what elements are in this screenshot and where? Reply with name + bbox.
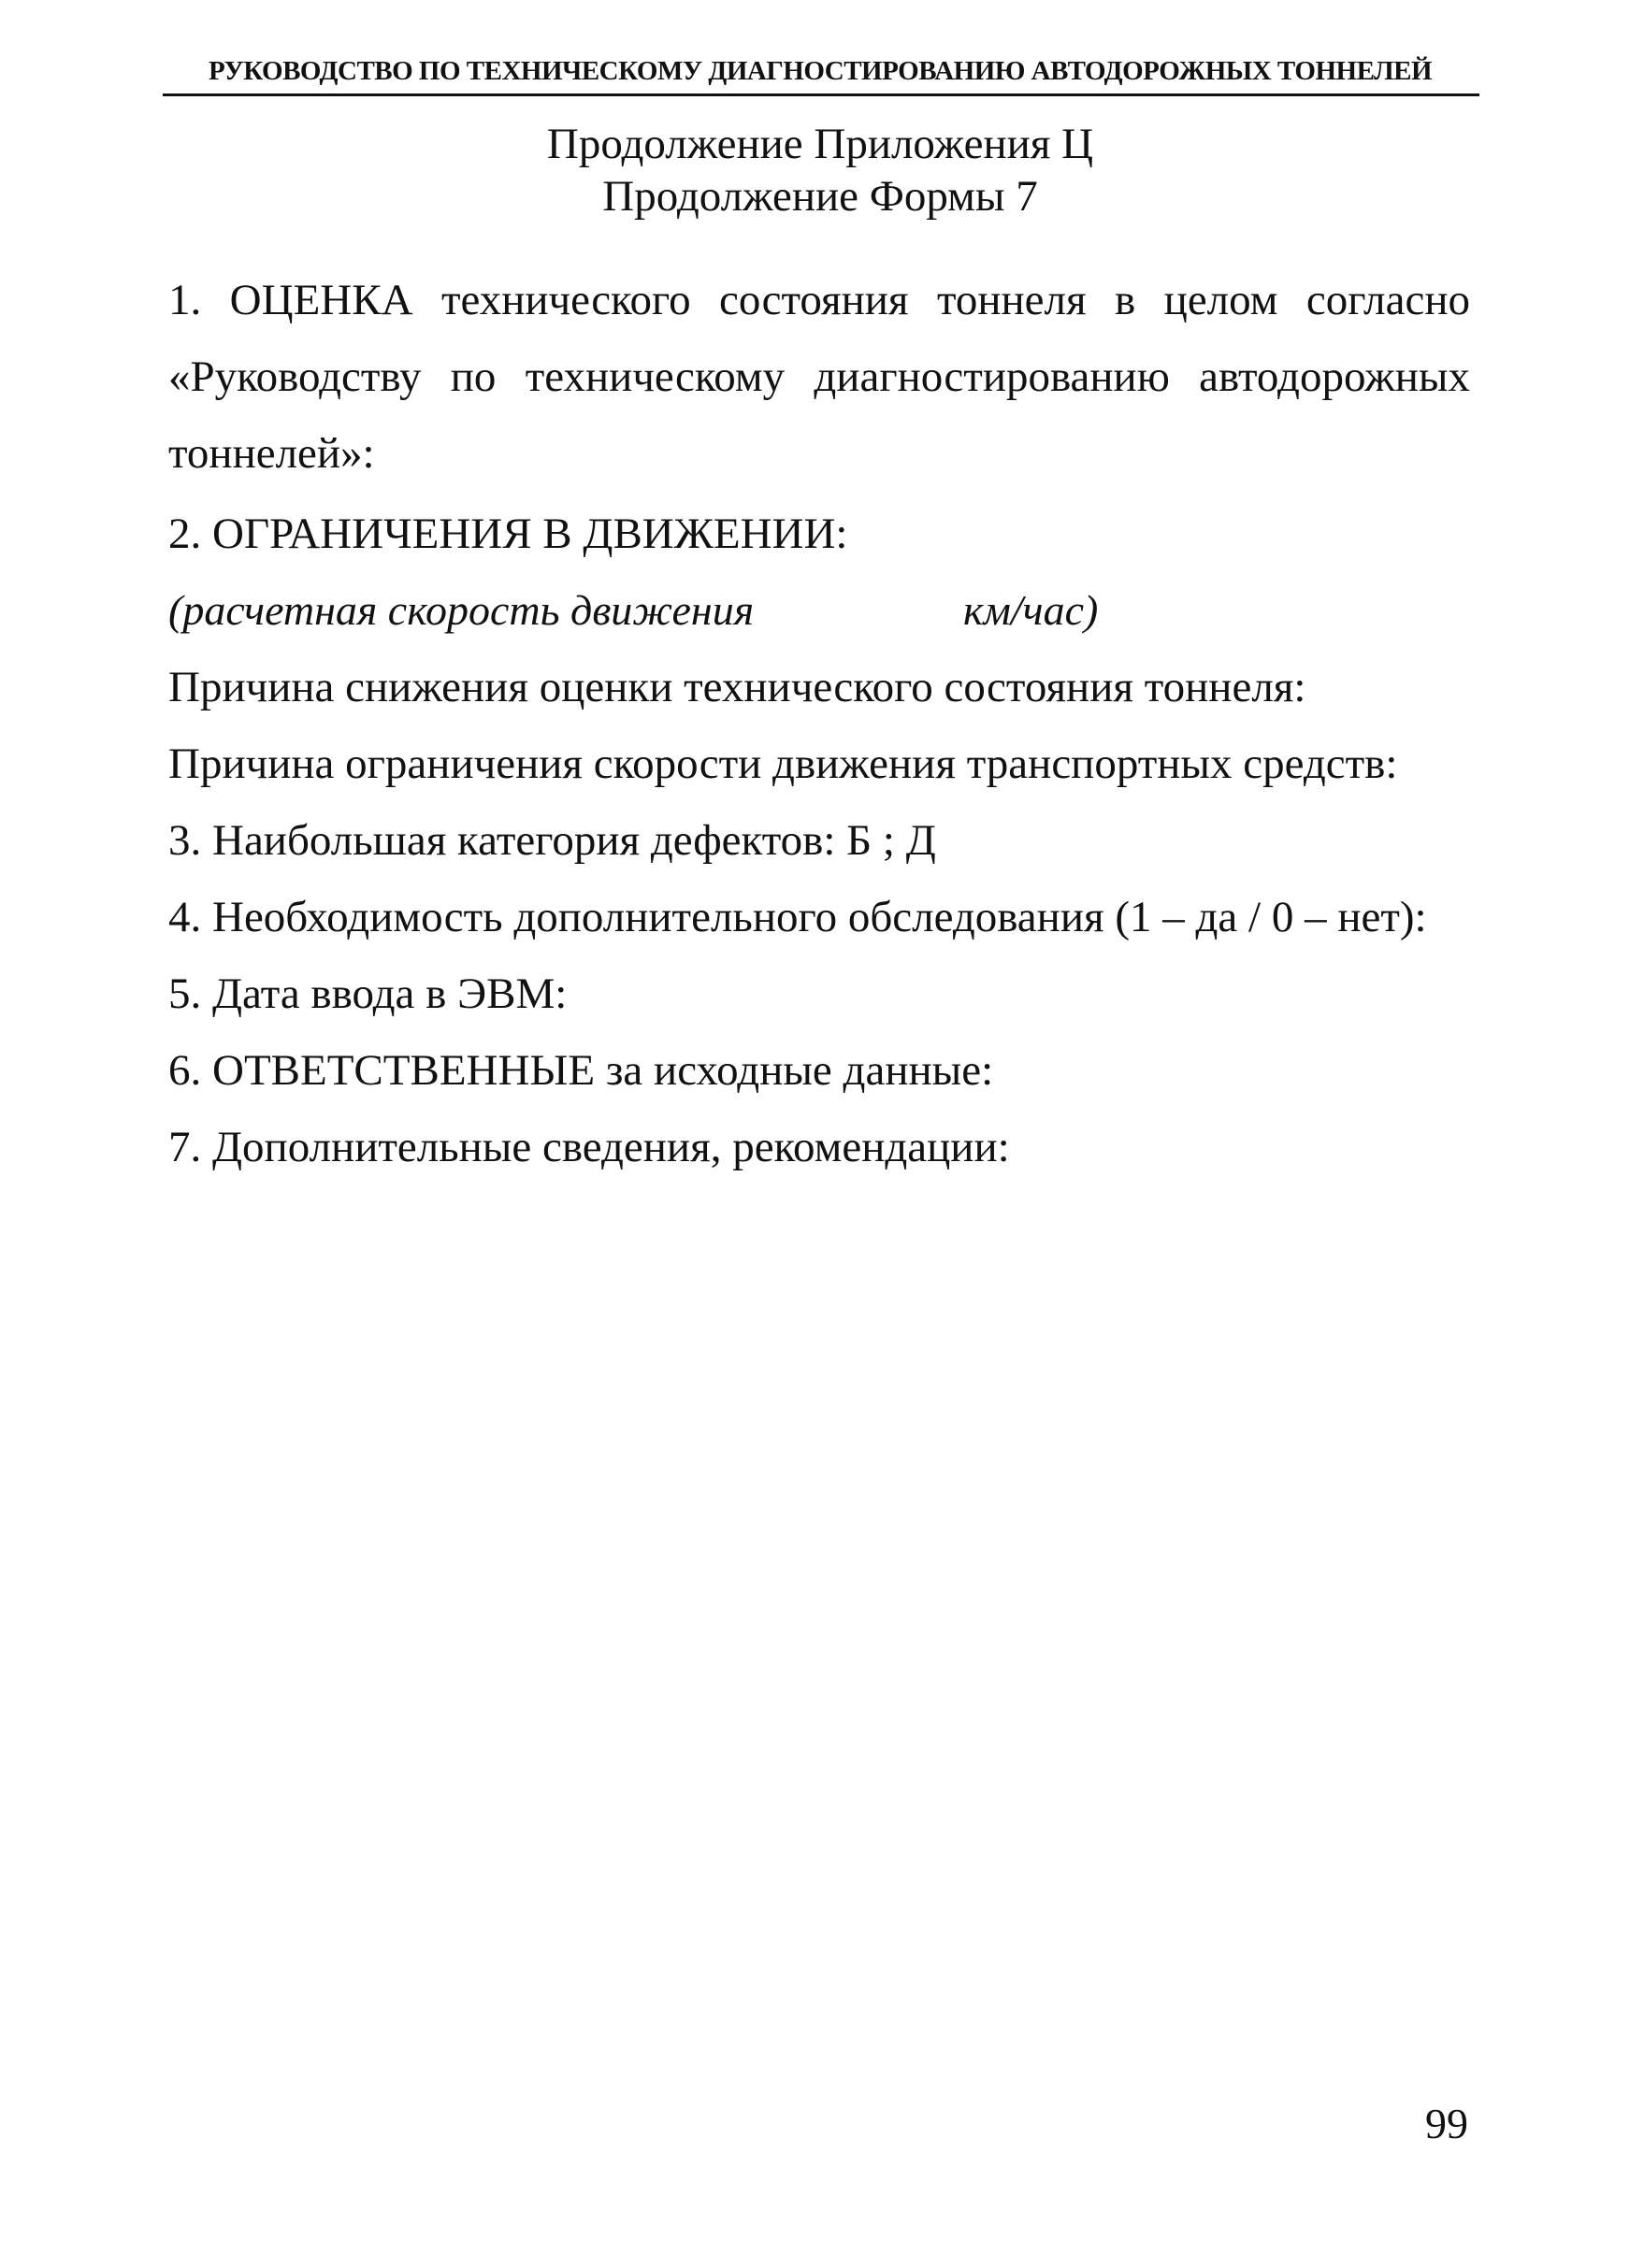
design-speed-label: (расчетная скорость движения: [168, 586, 755, 634]
responsible-item: 6. ОТВЕТСТВЕННЫЕ за исходные данные:: [168, 1046, 994, 1095]
page-number: 99: [1425, 2100, 1468, 2147]
assessment-reason-item: Причина снижения оценки технического состояния тоннеля:: [168, 663, 1306, 711]
restrictions-item: 2. ОГРАНИЧЕНИЯ В ДВИЖЕНИИ:: [168, 510, 848, 558]
header-rule: [163, 93, 1479, 96]
additional-survey-item: 4. Необходимость дополнительного обследования (1 – да / 0 – нет):: [168, 893, 1427, 941]
additional-info-item: 7. Дополнительные сведения, рекомендации:: [168, 1123, 1010, 1171]
design-speed-row: [168, 572, 1470, 649]
form-title: Продолжение Формы 7: [602, 172, 1038, 221]
appendix-title: Продолжение Приложения Ц: [546, 120, 1094, 168]
defect-category-item: 3. Наибольшая категория дефектов: Б ; Д: [168, 816, 936, 865]
running-header: РУКОВОДСТВО ПО ТЕХНИЧЕСКОМУ ДИАГНОСТИРОВАНИЮ АВТОДОРОЖНЫХ ТОННЕЛЕЙ: [208, 56, 1433, 86]
design-speed-unit: км/час): [963, 586, 1099, 634]
assessment-item: 1. ОЦЕНКА технического состояния тоннеля в целом согласно «Руководству по техническому диагностированию автодорожных тоннелей»:: [168, 276, 1470, 478]
speed-restriction-reason-item: Причина ограничения скорости движения транспортных средств:: [168, 739, 1398, 788]
title-block: [166, 118, 1474, 222]
entry-date-item: 5. Дата ввода в ЭВМ:: [168, 969, 568, 1018]
